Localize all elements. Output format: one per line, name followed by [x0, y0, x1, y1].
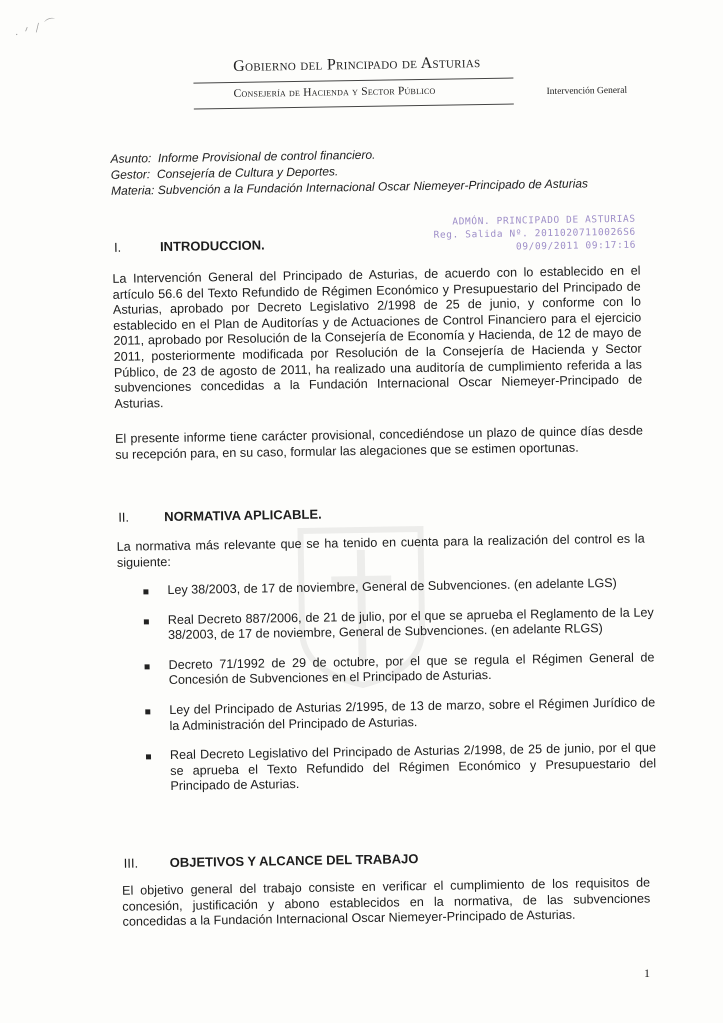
header-rule-bottom [194, 104, 514, 110]
section-title: NORMATIVA APLICABLE. [164, 506, 322, 525]
section-title: OBJETIVOS Y ALCANCE DEL TRABAJO [169, 851, 419, 871]
stamp-line: ADMÓN. PRINCIPADO DE ASTURIAS [452, 213, 636, 228]
section-number: III. [123, 855, 139, 871]
paragraph-provisional: El presente informe tiene carácter provisional, concediéndose un plazo de quince días desde su recepción para, en su caso, formular las alegaciones que se estimen oportunas. [114, 423, 644, 462]
paragraph-intro: La Intervención General del Principado de Asturias, de acuerdo con lo establecido en el artículo 56.6 del Texto Refundido de Régimen Económico y Presupuestario del Principado de Asturias, aprobado por Decreto Legislativo 2/1998 de 25 de junio, y conforme con lo establecido en el Plan de Auditorías y de Actuaciones de Control Financiero para el ejercicio 2011, aprobado por Resolución de la Consejería de Economía y Hacienda, de 12 de mayo de 2011, posteriormente modificada por Resolución de la Consejería de Hacienda y Sector Público, de 23 de agosto de 2011, ha realizado una auditoría de cumplimiento referida a las subvenciones concedidas a la Fundación Internacional Oscar Niemeyer-Principado de Asturias. [112, 263, 643, 411]
list-item [142, 605, 654, 644]
bullet-icon [146, 754, 151, 759]
section-number: I. [113, 239, 122, 255]
office-name: Intervención General [546, 85, 628, 98]
meta-label: Materia: [111, 183, 155, 198]
meta-value: Consejería de Cultura y Deportes. [156, 164, 339, 182]
list-item-text: Ley 38/2003, de 17 de noviembre, General de Subvenciones. (en adelante LGS) [167, 575, 617, 598]
header-rule-top [193, 78, 513, 84]
meta-value: Informe Provisional de control financiero. [157, 147, 376, 166]
list-item [141, 575, 653, 599]
bullet-icon [145, 709, 150, 714]
paragraph-normativa-intro: La normativa más relevante que se ha tenido en cuenta para la realización del control es la siguiente: [116, 531, 645, 570]
section-number: II. [118, 509, 130, 525]
scan-mark: ᐧ ᐟ ⁄ ⌒ [13, 15, 60, 42]
meta-asunto [111, 148, 376, 166]
paragraph-objetivo: El objetivo general del trabajo consiste en verificar el cumplimiento de los requisitos de concesión, justificación y abono establecidos en la normativa, de las subvenciones concedidas a la Fundación Internacional Oscar Niemeyer-Principado de Asturias. [121, 875, 651, 929]
meta-gestor [111, 164, 339, 182]
list-item-text: Real Decreto Legislativo del Principado de Asturias 2/1998, de 25 de junio, por el que se aprueba el Texto Refundido del Régimen Económico y Presupuestario del Principado de Asturias. [169, 740, 657, 794]
bullet-icon [145, 664, 150, 669]
section-title: INTRODUCCION. [159, 237, 265, 255]
meta-value: Subvención a la Fundación Internacional Oscar Niemeyer-Principado de Asturias [157, 176, 589, 198]
list-item-text: Decreto 71/1992 de 29 de octubre, por el que se regula el Régimen General de Concesión de Subvenciones en el Principado de Asturias. [168, 650, 655, 688]
bullet-icon [143, 589, 148, 594]
list-item-text: Ley del Principado de Asturias 2/1995, de 13 de marzo, sobre el Régimen Jurídico de la Administración del Principado de Asturias. [169, 695, 656, 733]
stamp-line: 09/09/2011 09:17:16 [515, 239, 637, 253]
normativa-list [141, 575, 656, 809]
list-item [144, 741, 657, 796]
bullet-icon [144, 619, 149, 624]
list-item [142, 650, 654, 689]
section-heading-introduccion [114, 237, 265, 254]
registry-stamp [426, 213, 637, 255]
government-title: Gobierno del Principado de Asturias [233, 54, 481, 75]
department-name: Consejería de Hacienda y Sector Público [233, 84, 436, 100]
stamp-line: Reg. Salida Nº. 20110207110026S6 [433, 226, 636, 241]
list-item [143, 695, 655, 734]
meta-label: Gestor: [110, 167, 151, 182]
section-heading-objetivos [124, 851, 419, 871]
list-item-text: Real Decreto 887/2006, de 21 de julio, por el que se aprueba el Reglamento de la Ley 38/2003, de 17 de noviembre, General de Subvenciones. (en adelante RLGS) [167, 604, 654, 643]
meta-label: Asunto: [110, 151, 152, 166]
page-number: 1 [644, 966, 650, 980]
